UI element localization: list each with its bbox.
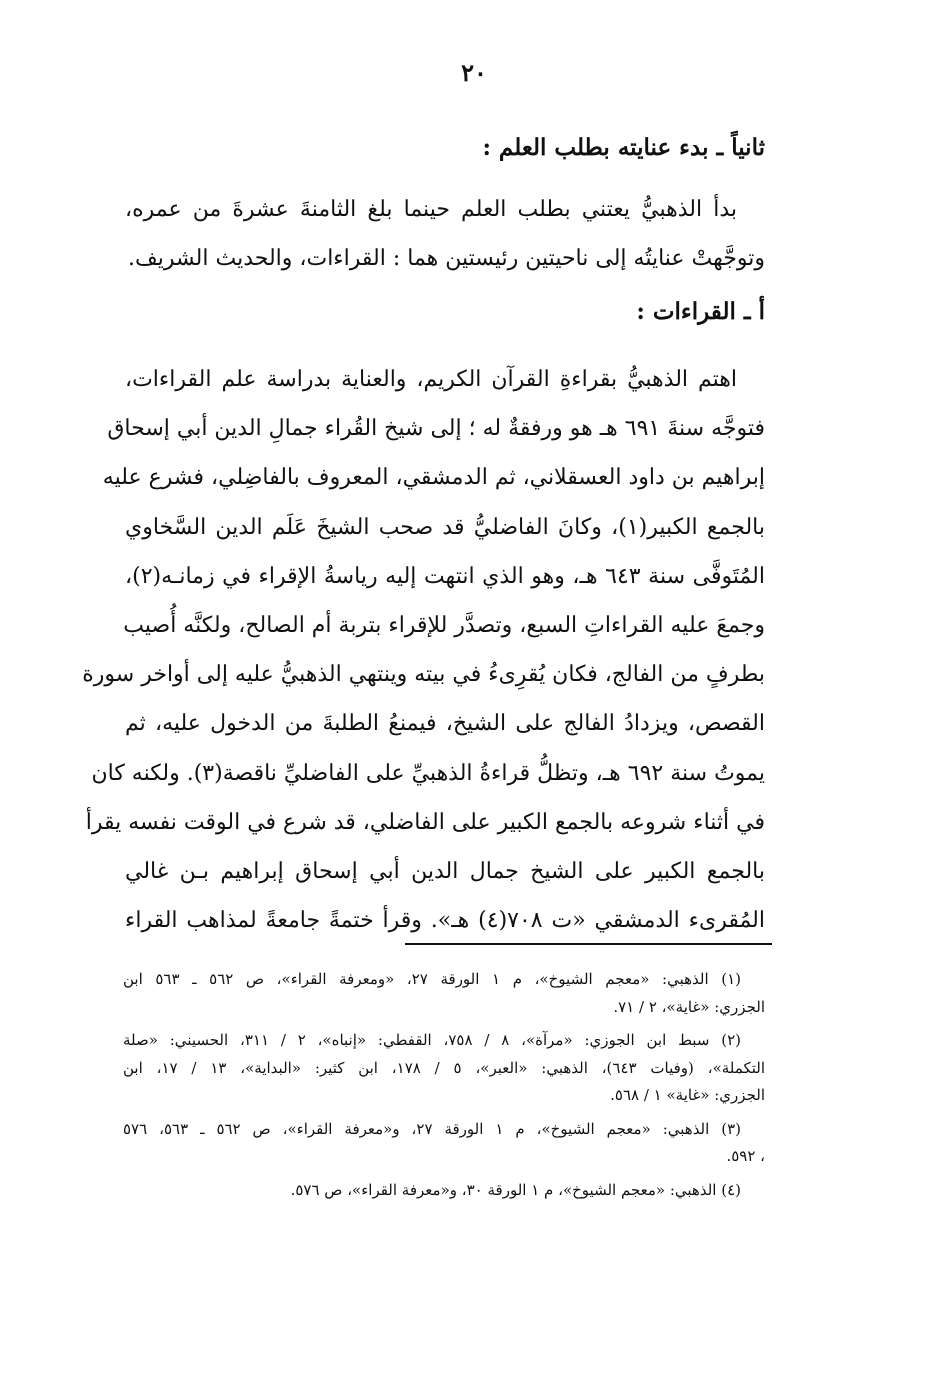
qiraat-line: بالجمع الكبير على الشيخ جمال الدين أبي إسحاق إبراهيم بـن غالي xyxy=(125,858,765,884)
footnote-line: (٣) الذهبي: «معجم الشيوخ»، م ١ الورقة ٢٧، و«معرفة القراء»، ص ٥٦٢ ـ ٥٦٣، ٥٧٦ xyxy=(123,1119,742,1138)
footnote-line: (٢) سبط ابن الجوزي: «مرآة»، ٨ / ٧٥٨، القفطي: «إنباه»، ٢ / ٣١١، الحسيني: «صلة xyxy=(123,1031,741,1049)
intro-line: وتوجَّهتْ عنايتُه إلى ناحيتين رئيستين هما : القراءات، والحديث الشريف. xyxy=(128,245,765,271)
footnote-line: (٤) الذهبي: «معجم الشيوخ»، م ١ الورقة ٣٠، و«معرفة القراء»، ص ٥٧٦. xyxy=(290,1180,741,1199)
footnote-line: التكملة»، (وفيات ٦٤٣)، الذهبي: «العبر»، ٥ / ١٧٨، ابن كثير: «البداية»، ١٣ / ١٧، ابن xyxy=(123,1058,765,1077)
footnote-line: ، ٥٩٢. xyxy=(726,1147,765,1165)
page-number: ٢٠ xyxy=(461,58,487,87)
footnote-separator xyxy=(405,943,772,945)
qiraat-line: القصص، ويزدادُ الفالج على الشيخ، فيمنعُ الطلبةَ من الدخول عليه، ثم xyxy=(125,711,765,737)
footnote-line: الجزري: «غاية» ١ / ٥٦٨. xyxy=(610,1086,765,1104)
footnote-4 xyxy=(123,1177,765,1205)
footnote-3 xyxy=(123,1116,765,1171)
qiraat-line: وجمعَ عليه القراءاتِ السبع، وتصدَّر للإقراء بتربة أم الصالح، ولكنَّه أُصيب xyxy=(123,612,765,638)
qiraat-paragraph xyxy=(82,355,766,945)
footnote-2 xyxy=(123,1027,765,1110)
qiraat-line: يموتُ سنة ٦٩٢ هـ، وتظلُّ قراءةُ الذهبيِّ على الفاضليِّ ناقصة(٣). ولكنه كان xyxy=(91,760,765,786)
intro-line: بدأ الذهبيُّ يعتني بطلب العلم حينما بلغ الثامنةَ عشرةَ من عمره، xyxy=(125,197,737,222)
qiraat-line: بالجمع الكبير(١)، وكانَ الفاضليُّ قد صحب الشيخَ عَلَم الدين السَّخاوي xyxy=(125,514,766,540)
footnote-1 xyxy=(123,966,765,1021)
footnote-line: (١) الذهبي: «معجم الشيوخ»، م ١ الورقة ٢٧، «ومعرفة القراء»، ص ٥٦٢ ـ ٥٦٣ ابن xyxy=(123,970,741,988)
section-heading: ثانياً ـ بدء عنايته بطلب العلم : xyxy=(482,134,765,161)
qiraat-line: إبراهيم بن داود العسقلاني، ثم الدمشقي، المعروف بالفاضِلي، فشرع عليه xyxy=(102,465,765,491)
qiraat-line: بطرفٍ من الفالج، فكان يُقرِىءُ في بيته وينتهي الذهبيُّ عليه إلى أواخر سورة xyxy=(82,662,765,688)
footnotes xyxy=(123,966,765,1204)
subheading-qiraat: أ ـ القراءات : xyxy=(636,298,765,325)
footnote-line: الجزري: «غاية»، ٢ / ٧١. xyxy=(613,997,765,1016)
qiraat-line: المُقرىء الدمشقي «ت ٧٠٨(٤) هـ». وقرأ ختمةً جامعةً لمذاهب القراء xyxy=(125,908,765,934)
qiraat-line: فتوجَّه سنةَ ٦٩١ هـ هو ورفقةٌ له ؛ إلى شيخ القُراء جمالِ الدين أبي إسحاق xyxy=(107,416,765,442)
qiraat-line: اهتم الذهبيُّ بقراءةِ القرآن الكريم، والعناية بدراسة علم القراءات، xyxy=(125,367,737,392)
intro-paragraph xyxy=(125,186,765,283)
qiraat-line: المُتَوفَّى سنة ٦٤٣ هـ، وهو الذي انتهت إليه رياسةُ الإقراء في زمانـه(٢)، xyxy=(125,563,765,589)
qiraat-line: في أثناء شروعه بالجمع الكبير على الفاضلي، قد شرع في الوقت نفسه يقرأ xyxy=(85,809,765,835)
